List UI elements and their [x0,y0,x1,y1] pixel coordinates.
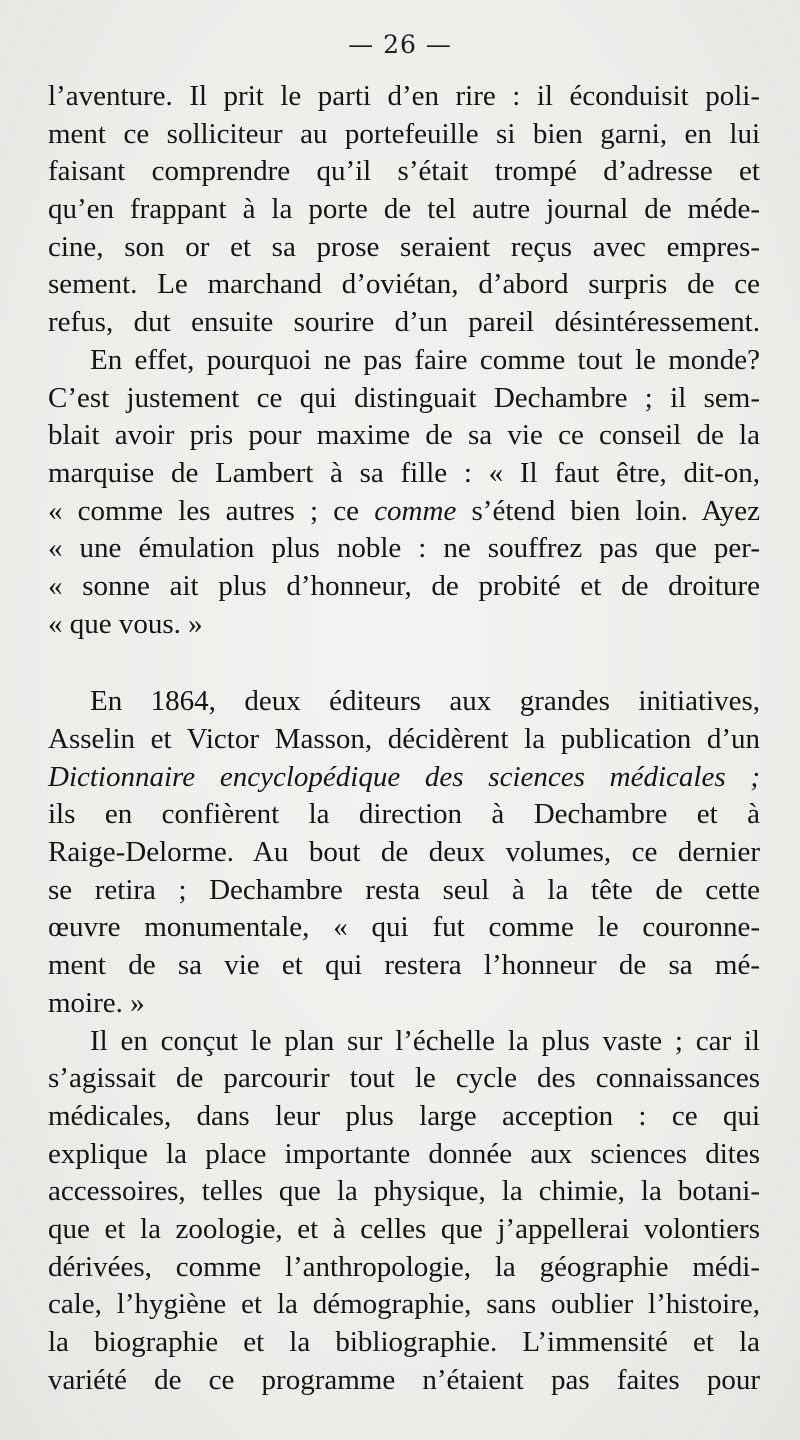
text-line: la biographie et la bibliographie. L’immensité et la [48,1326,760,1358]
text-segment: « comme les autres ; ce [48,494,375,527]
text-line: ment de sa vie et qui restera l’honneur de sa mé- [48,949,760,982]
text-line: « une émulation plus noble : ne souffrez pas que per- [48,532,760,565]
text-line: « que vous. » [48,607,203,640]
paragraph-1 [48,78,760,643]
text-line-with-italic [48,493,760,531]
body-text [48,78,760,1399]
text-line: cale, l’hygiène et la démographie, sans oublier l’histoire, [48,1288,760,1321]
text-line: moire. » [48,986,145,1019]
text-line: En effet, pourquoi ne pas faire comme tout le monde? [90,343,760,376]
text-line: En 1864, deux éditeurs aux grandes initiatives, [90,685,760,718]
paragraph-2 [48,683,760,1022]
text-line: que et la zoologie, et à celles que j’appellerai volontiers [48,1212,760,1245]
text-line: C’est justement ce qui distinguait Dechambre ; il sem- [48,381,760,414]
text-line: « sonne ait plus d’honneur, de probité et de droiture [48,569,760,602]
text-line: ment ce solliciteur au portefeuille si bien garni, en lui [48,117,760,150]
text-line: blait avoir pris pour maxime de sa vie ce conseil de la [48,419,760,452]
text-line: l’aventure. Il prit le parti d’en rire : il éconduisit poli- [48,80,760,112]
text-segment: s’étend bien loin. Ayez [456,494,760,527]
text-line: médicales, dans leur plus large acception : ce qui [48,1099,760,1132]
text-line: faisant comprendre qu’il s’était trompé d’adresse et [48,155,760,188]
text-line: ils en confièrent la direction à Dechambre et à [48,798,760,831]
text-line: Il en conçut le plan sur l’échelle la plus vaste ; car il [90,1024,760,1057]
italic-word: comme [374,494,457,527]
paragraph-gap [48,643,760,683]
book-title-italic: Dictionnaire encyclopédique des sciences médicales ; [48,760,760,793]
text-line: qu’en frappant à la porte de tel autre journal de méde- [48,193,760,226]
text-line: variété de ce programme n’étaient pas faites pour [48,1363,760,1396]
text-line: se retira ; Dechambre resta seul à la tête de cette [48,873,760,906]
text-line: Asselin et Victor Masson, décidèrent la publication d’un [48,723,760,755]
text-line: refus, dut ensuite sourire d’un pareil désintéressement. [48,306,760,339]
text-line: marquise de Lambert à sa fille : « Il faut être, dit-on, [48,456,760,489]
text-line: s’agissait de parcourir tout le cycle des connaissances [48,1062,760,1095]
text-line: œuvre monumentale, « qui fut comme le couronne- [48,911,760,944]
page-number: — 26 — [348,30,452,59]
text-line: accessoires, telles que la physique, la chimie, la botani- [48,1175,760,1208]
text-line: explique la place importante donnée aux sciences dites [48,1137,760,1170]
text-line: Raige-Delorme. Au bout de deux volumes, ce dernier [48,836,760,869]
text-line: dérivées, comme l’anthropologie, la géographie médi- [48,1250,760,1283]
text-line: cine, son or et sa prose seraient reçus avec empres- [48,230,760,263]
paragraph-3 [48,1023,760,1400]
text-line: sement. Le marchand d’oviétan, d’abord surpris de ce [48,268,760,301]
